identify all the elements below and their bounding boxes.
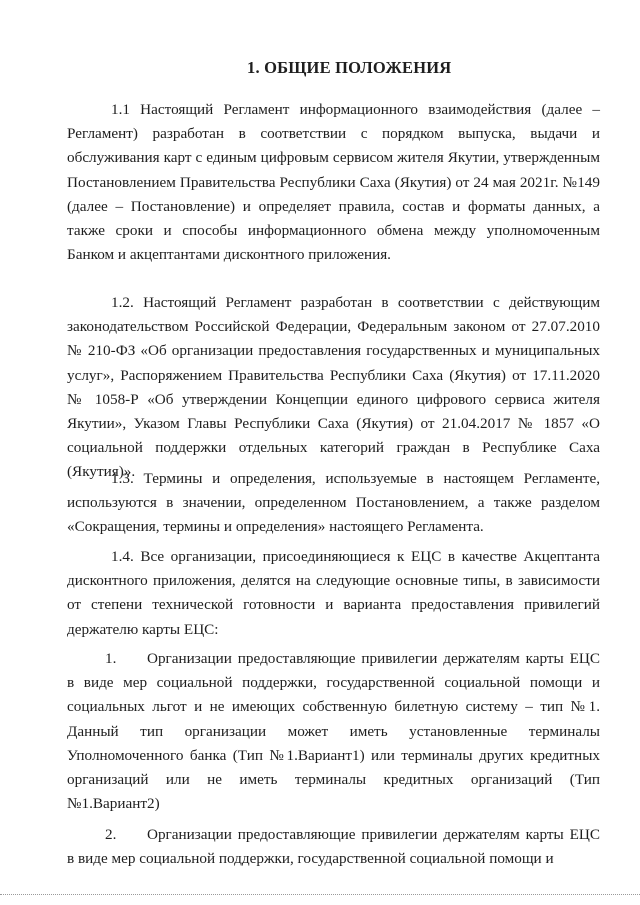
list-item-text: Организации предоставляющие привилегии держателям карты ЕЦС в виде мер социальной поддержки, государственной социальной помощи и xyxy=(67,826,600,868)
list-item xyxy=(67,647,600,816)
paragraph-1-2: 1.2. Настоящий Регламент разработан в соответствии с действующим законодательством Российской Федерации, Федеральным законом от 27.07.2010 № 210-ФЗ «Об организации предоставления государственных и муниципальных услуг», Распоряжением Правительства Республики Саха (Якутия) от 17.11.2020 № 1058-Р «Об утверждении Концепции единого цифрового сервиса жителя Якутии», Указом Главы Республики Саха (Якутия) от 21.04.2017 № 1857 «О социальной поддержки отдельных категорий граждан в Республике Саха (Якутия)». xyxy=(67,294,600,481)
paragraph-1-3: 1.3. Термины и определения, используемые в настоящем Регламенте, используются в значении, определенном Постановлением, а также разделом «Сокращения, термины и определения» настоящего Регламента. xyxy=(67,470,600,536)
list-item-number: 1. xyxy=(105,650,117,667)
section-heading: 1. ОБЩИЕ ПОЛОЖЕНИЯ xyxy=(247,58,452,77)
paragraph-1-1: 1.1 Настоящий Регламент информационного взаимодействия (далее – Регламент) разработан в соответствии с порядком выпуска, выдачи и обслуживания карт с единым цифровым сервисом жителя Якутии, утвержденным Постановлением Правительства Республики Саха (Якутия) от 24 мая 2021г. №149 (далее – Постановление) и определяет правила, состав и форматы данных, а также сроки и способы информационного обмена между уполномоченным Банком и акцептантами дисконтного приложения. xyxy=(67,101,600,264)
list-item-text: Организации предоставляющие привилегии держателям карты ЕЦС в виде мер социальной поддержки, государственной социальной помощи и социальных льгот и не имеющих собственную билетную систему – тип №1. Данный тип организации может иметь установленные терминалы Уполномоченного банка (Тип №1.Вариант1) или терминалы других кредитных организаций или не иметь терминалы кредитных организаций (Тип №1.Вариант2) xyxy=(67,650,600,813)
list-item-number: 2. xyxy=(105,826,117,843)
paragraph-1-4: 1.4. Все организации, присоединяющиеся к ЕЦС в качестве Акцептанта дисконтного приложения, делятся на следующие основные типы, в зависимости от степени технической готовности и варианта предоставления привилегий держателю карты ЕЦС: xyxy=(67,548,600,638)
document-page xyxy=(67,0,600,905)
page-bottom-edge xyxy=(0,894,640,895)
list-item xyxy=(67,823,600,871)
